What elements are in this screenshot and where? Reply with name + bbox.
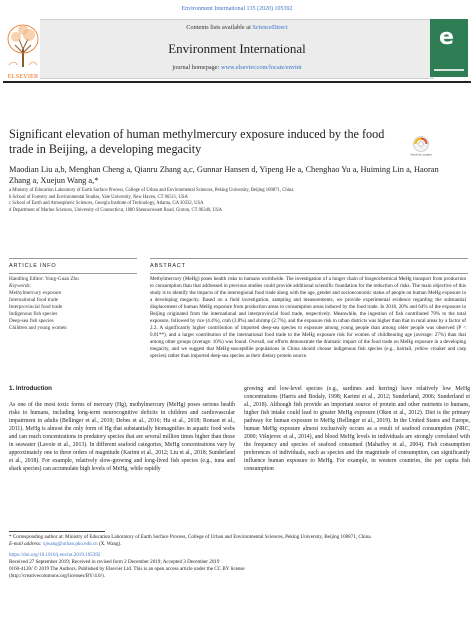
sciencedirect-link[interactable]: ScienceDirect bbox=[252, 24, 288, 31]
badge-text: Check for updates bbox=[410, 152, 432, 157]
email-link[interactable]: xjwang@urban.pku.edu.cn bbox=[42, 541, 98, 547]
license-url[interactable]: (http://creativecommons.org/licenses/BY/4.0/). bbox=[9, 573, 105, 579]
contents-line bbox=[40, 24, 434, 31]
footnote-divider bbox=[9, 531, 105, 532]
received-dates: Received 27 September 2019; Received in revised form 2 December 2019; Accepted 3 December 2019 bbox=[9, 559, 220, 565]
email-line bbox=[9, 541, 467, 548]
affiliations bbox=[9, 188, 459, 214]
body-right-column: growing and low-level species (e.g., sardines and herring) have relatively low MeHg concentrations (Harris and Bodaly, 1998; Karimi et al., 2012; Sunderland, 2006; Sunderland et al., 2018). Although fish provide an important source of protein and other nutrients to humans, higher fish intake could lead to greater MeHg exposure (Oken et al., 2012). Diet is the primary pathway for human exposure to MeHg (Bellinger et al., 2019). In the United States and Europe, human MeHg exposure almost exclusively occurs as a result of seafood consumption (NRC, 2000; Višnjevec et al., 2014), and blood MeHg levels in individuals are strongly correlated with the frequency and species of seafood consumed (Mahaffey et al., 2004). Fish consumption preferences of individuals, such as species and the magnitude of consumption, can significantly influence human exposure to MeHg. For example, in western countries, the per capita fish consumption bbox=[244, 386, 470, 472]
keyword-item: Methylmercury exposure bbox=[9, 290, 62, 296]
introduction-heading: 1. Introduction bbox=[9, 385, 52, 392]
journal-cover bbox=[430, 19, 468, 77]
abstract-top-rule bbox=[150, 258, 468, 259]
article-info-block bbox=[9, 276, 137, 332]
keywords-label: Keywords: bbox=[9, 283, 32, 289]
keyword-item: Interprovincial food trade bbox=[9, 304, 63, 310]
body-left-column bbox=[9, 385, 235, 473]
homepage-link[interactable]: www.elsevier.com/locate/envint bbox=[220, 64, 302, 71]
doi-link[interactable]: https://doi.org/10.1016/j.envint.2019.105392 bbox=[9, 552, 101, 558]
article-info-mid-rule bbox=[9, 273, 137, 274]
homepage-prefix: journal homepage: bbox=[172, 64, 221, 71]
abstract-mid-rule bbox=[150, 273, 468, 274]
check-for-updates-badge[interactable] bbox=[410, 135, 432, 157]
abstract-heading: ABSTRACT bbox=[150, 263, 186, 269]
elsevier-logo bbox=[3, 19, 43, 83]
abstract-text: Methylmercury (MeHg) poses health risks to humans worldwide. The investigation of a longer chain of biogeochemical MeHg transport from production to consumption than that addressed in previous studies could provide additional scientific foundation for the reduction of risks. The main objective of this study is to identify the impacts of the interregional food trade along with the age, gender and socioeconomic status of people on human MeHg exposure in a developing megacity. Based on a field investigation, sampling and measurements, we provide experimental evidence regarding the substantial displacement of human MeHg exposure from production areas to consumption areas induced by the food trade. In 2018, 20% and 64% of the exposure in Beijing originated from the international and interprovincial food trade, respectively. Meanwhile, the ingestion of fish contributed 79% to the total exposure, followed by rice (4.4%), crab (3.8%) and shrimp (2.7%), and the exposure risk in urban districts was higher than that in rural areas by a factor of 2.2. A significantly higher contribution of imported deep-sea species to exposure among young people than among older people was observed (P < 0.01**), and a larger contribution of the international food trade to the MeHg exposure risk for women of childbearing age (average: 27%) than that among other groups (average: 10%) was found. Overall, our efforts demonstrate the dramatic impact of the food trade on MeHg exposure in a developing megacity, and we suggest that MeHg-susceptible populations in China should choose indigenous fish species (e.g., hairtail, yellow croaker and carp species) rather than imported deep-sea species as their dietary protein source. bbox=[150, 276, 466, 359]
journal-title: Environment International bbox=[168, 41, 306, 56]
email-suffix: (X. Wang). bbox=[97, 541, 122, 547]
email-label: E-mail address: bbox=[9, 541, 43, 547]
elsevier-tree-icon bbox=[3, 19, 43, 83]
corresponding-author-note: * Corresponding author at: Ministry of Education Laboratory of Earth Surface Process, College of Urban and Environmental Sciences, Peking University, Beijing 100871, China. bbox=[9, 534, 372, 540]
keyword-item: Deep-sea fish species bbox=[9, 318, 54, 324]
journal-reference[interactable]: Environment International 135 (2020) 105392 bbox=[181, 6, 293, 12]
affiliation-b: b School of Forestry and Environmental Studies, Yale University, New Haven, CT 06511, USA bbox=[9, 194, 188, 200]
license-statement: 0160-4120/ © 2019 The Authors. Published by Elsevier Ltd. This is an open access article under the CC BY license bbox=[9, 566, 245, 572]
contents-prefix: Contents lists available at bbox=[186, 24, 253, 31]
homepage-line bbox=[40, 64, 434, 71]
header-divider bbox=[3, 81, 471, 83]
affiliation-c: c School of Earth and Atmospheric Sciences, Georgia Institute of Technology, Atlanta, GA 30332, USA bbox=[9, 201, 204, 207]
introduction-paragraph: As one of the most toxic forms of mercury (Hg), methylmercury (MeHg) poses serious health risks to humans, including long-term neurocognitive deficits in children and cardiovascular impairment in adults (Bellinger et al., 2019; Debes et al., 2016; Hu et al., 2018; Roman et al., 2011). MeHg is almost the only form of Hg that substantially biomagnifies in aquatic food webs and can reach concentrations in predatory species that are several million times higher than those in seawater (Lavoie et al., 2013). In different seafood categories, MeHg concentrations vary by approximately one to three orders of magnitude (Karimi et al., 2012; Liu et al., 2018; Sunderland et al., 2018). For example, relatively slow-growing and long-lived fish species (e.g., tuna and shark species) can accumulate high levels of MeHg, while rapidly bbox=[9, 402, 235, 472]
article-info-heading: ARTICLE INFO bbox=[9, 263, 57, 269]
footnotes bbox=[9, 534, 467, 580]
author-list: Maodian Liu a,b, Menghan Cheng a, Qianru Zhang a,c, Gunnar Hansen d, Yipeng He a, Chenghao Yu a, Huiming Lin a, Haoran Zhang a, Xuejun Wang a,* bbox=[9, 165, 439, 185]
check-updates-icon bbox=[410, 135, 432, 157]
cover-stripe bbox=[434, 69, 464, 71]
article-info-top-rule bbox=[9, 258, 137, 259]
article-title: Significant elevation of human methylmercury exposure induced by the food trade in Beijing, a developing megacity bbox=[9, 127, 385, 156]
keyword-item: Indigenous fish species bbox=[9, 311, 58, 317]
journal-banner bbox=[40, 19, 434, 79]
affiliation-d: d Department of Marine Sciences, University of Connecticut, 1080 Shennecossett Road, Groton, CT 06340, USA bbox=[9, 207, 223, 213]
keyword-item: Children and young women bbox=[9, 325, 67, 331]
publisher-name: ELSEVIER bbox=[7, 73, 39, 80]
affiliation-a: a Ministry of Education Laboratory of Earth Surface Process, College of Urban and Environmental Sciences, Peking University, Beijing 100871, China bbox=[9, 188, 294, 193]
keyword-item: International food trade bbox=[9, 297, 58, 303]
cover-e-icon: e bbox=[439, 25, 454, 50]
handling-editor: Handling Editor: Yong-Guan Zhu bbox=[9, 276, 79, 282]
